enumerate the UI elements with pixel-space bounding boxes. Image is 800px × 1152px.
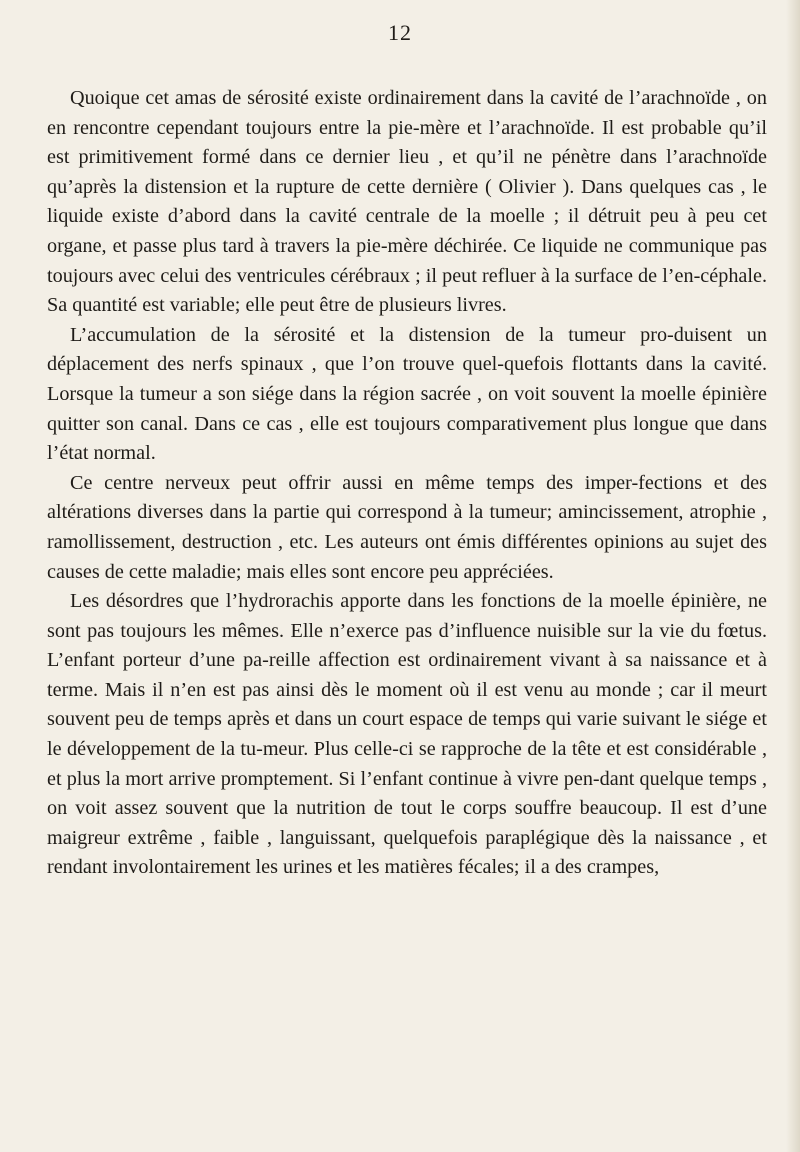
paragraph-centre-nerveux: Ce centre nerveux peut offrir aussi en même temps des imper-fections et des altérations diverses dans la partie qui correspond à la tumeur; amincissement, atrophie , ramollissement, destruction , etc. Les auteurs ont émis différentes opinions au sujet des causes de cette maladie; mais elles sont encore peu appréciées. (47, 471, 767, 583)
page-number: 12 (388, 20, 412, 45)
paragraph-accumulation: L’accumulation de la sérosité et la distension de la tumeur pro-duisent un déplacement des nerfs spinaux , que l’on trouve quel-quefois flottants dans la cavité. Lorsque la tumeur a son siége dans la région sacrée , on voit souvent la moelle épinière quitter son canal. Dans ce cas , elle est toujours comparativement plus longue que dans l’état normal. (47, 323, 767, 465)
page-edge-shadow (786, 0, 800, 1152)
paragraph-sero-site: Quoique cet amas de sérosité existe ordinairement dans la cavité de l’arachnoïde , on en rencontre cependant toujours entre la pie-mère et l’arachnoïde. Il est probable qu’il est primitivement formé dans ce dernier lieu , et qu’il ne pénètre dans l’arachnoïde qu’après la distension et la rupture de cette dernière ( Olivier ). Dans quelques cas , le liquide existe d’abord dans la cavité centrale de la moelle ; il détruit peu à peu cet organe, et passe plus tard à travers la pie-mère déchirée. Ce liquide ne communique pas toujours avec celui des ventricules cérébraux ; il peut refluer à la surface de l’en-céphale. Sa quantité est variable; elle peut être de plusieurs livres. (47, 87, 767, 317)
body-text (47, 84, 767, 883)
paragraph-desordres: Les désordres que l’hydrorachis apporte dans les fonctions de la moelle épinière, ne sont pas toujours les mêmes. Elle n’exerce pas d’influence nuisible sur la vie du fœtus. L’enfant porteur d’une pa-reille affection est ordinairement vivant à sa naissance et à terme. Mais il n’en est pas ainsi dès le moment où il est venu au monde ; car il meurt souvent peu de temps après et dans un court espace de temps qui varie suivant le siége et le développement de la tu-meur. Plus celle-ci se rapproche de la tête et est considérable , et plus la mort arrive promptement. Si l’enfant continue à vivre pen-dant quelque temps , on voit assez souvent que la nutrition de tout le corps souffre beaucoup. Il est d’une maigreur extrême , faible , languissant, quelquefois paraplégique dès la naissance , et rendant involontairement les urines et les matières fécales; il a des crampes, (47, 590, 767, 879)
